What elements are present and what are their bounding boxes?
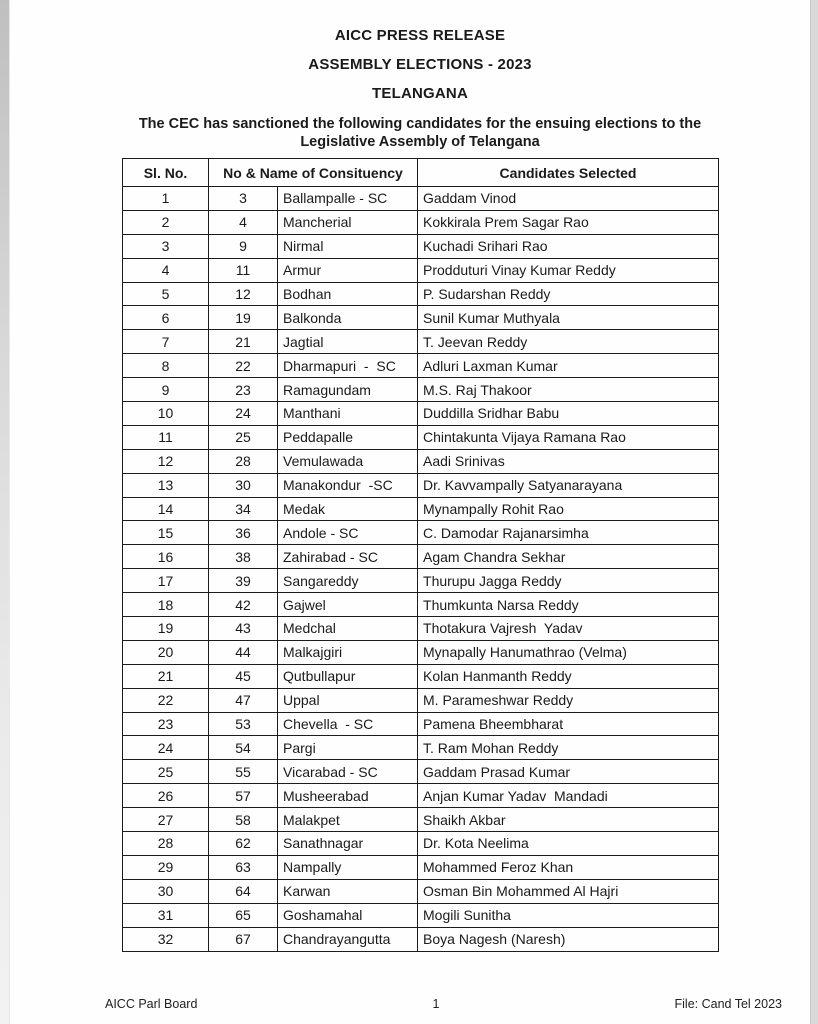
cell-sl-no: 32 (123, 927, 209, 951)
cell-const-no: 65 (209, 903, 278, 927)
cell-const-no: 25 (209, 425, 278, 449)
table-row (123, 640, 719, 664)
table-row (123, 808, 719, 832)
document-header (122, 0, 718, 151)
cell-const-name: Goshamahal (278, 903, 418, 927)
cell-const-name: Armur (278, 258, 418, 282)
cell-const-name: Zahirabad - SC (278, 545, 418, 569)
table-header-row (123, 159, 719, 187)
cell-const-name: Bodhan (278, 282, 418, 306)
cell-candidate: Dr. Kavvampally Satyanarayana (418, 473, 719, 497)
cell-const-name: Chevella - SC (278, 712, 418, 736)
table-row (123, 330, 719, 354)
cell-sl-no: 26 (123, 784, 209, 808)
table-row (123, 569, 719, 593)
cell-const-no: 28 (209, 449, 278, 473)
cell-candidate: Kokkirala Prem Sagar Rao (418, 210, 719, 234)
table-row (123, 879, 719, 903)
cell-candidate: Osman Bin Mohammed Al Hajri (418, 879, 719, 903)
cell-const-name: Qutbullapur (278, 664, 418, 688)
cell-const-no: 57 (209, 784, 278, 808)
cell-const-no: 34 (209, 497, 278, 521)
cell-const-name: Nirmal (278, 234, 418, 258)
cell-const-no: 54 (209, 736, 278, 760)
cell-sl-no: 19 (123, 617, 209, 641)
cell-const-no: 19 (209, 306, 278, 330)
table-row (123, 545, 719, 569)
cell-candidate: Kolan Hanmanth Reddy (418, 664, 719, 688)
cell-sl-no: 7 (123, 330, 209, 354)
cell-const-no: 36 (209, 521, 278, 545)
cell-const-no: 4 (209, 210, 278, 234)
cell-const-no: 53 (209, 712, 278, 736)
cell-candidate: Prodduturi Vinay Kumar Reddy (418, 258, 719, 282)
table-row (123, 760, 719, 784)
cell-sl-no: 21 (123, 664, 209, 688)
cell-candidate: Aadi Srinivas (418, 449, 719, 473)
cell-sl-no: 9 (123, 378, 209, 402)
table-row (123, 187, 719, 211)
table-row (123, 736, 719, 760)
cell-const-name: Balkonda (278, 306, 418, 330)
cell-const-name: Ballampalle - SC (278, 187, 418, 211)
cell-const-name: Sanathnagar (278, 832, 418, 856)
header-constituency: No & Name of Consituency (209, 159, 418, 187)
cell-const-no: 64 (209, 879, 278, 903)
table-row (123, 210, 719, 234)
cell-const-name: Sangareddy (278, 569, 418, 593)
cell-candidate: M.S. Raj Thakoor (418, 378, 719, 402)
table-row (123, 354, 719, 378)
cell-sl-no: 28 (123, 832, 209, 856)
table-row (123, 664, 719, 688)
cell-candidate: P. Sudarshan Reddy (418, 282, 719, 306)
footer-page-number: 1 (432, 997, 440, 1011)
cell-candidate: Thurupu Jagga Reddy (418, 569, 719, 593)
cell-const-name: Peddapalle (278, 425, 418, 449)
cell-candidate: Mohammed Feroz Khan (418, 855, 719, 879)
cell-const-no: 3 (209, 187, 278, 211)
cell-const-no: 55 (209, 760, 278, 784)
cell-const-name: Jagtial (278, 330, 418, 354)
cell-sl-no: 15 (123, 521, 209, 545)
cell-const-no: 63 (209, 855, 278, 879)
table-row (123, 593, 719, 617)
cell-candidate: Gaddam Prasad Kumar (418, 760, 719, 784)
cell-candidate: Boya Nagesh (Naresh) (418, 927, 719, 951)
cell-const-name: Pargi (278, 736, 418, 760)
document-footer (105, 997, 782, 1011)
cell-const-name: Mancherial (278, 210, 418, 234)
cell-const-name: Chandrayangutta (278, 927, 418, 951)
cell-const-name: Uppal (278, 688, 418, 712)
table-row (123, 378, 719, 402)
table-row (123, 712, 719, 736)
table-row (123, 425, 719, 449)
table-row (123, 402, 719, 426)
title-assembly-elections: ASSEMBLY ELECTIONS - 2023 (308, 56, 532, 73)
cell-candidate: M. Parameshwar Reddy (418, 688, 719, 712)
cell-const-no: 24 (209, 402, 278, 426)
cell-sl-no: 27 (123, 808, 209, 832)
cell-sl-no: 30 (123, 879, 209, 903)
intro-paragraph: The CEC has sanctioned the following candidates for the ensuing elections to the Legislative Assembly of Telangana (138, 116, 702, 150)
cell-const-no: 42 (209, 593, 278, 617)
header-sl-no: Sl. No. (123, 159, 209, 187)
cell-sl-no: 6 (123, 306, 209, 330)
cell-const-no: 22 (209, 354, 278, 378)
cell-sl-no: 24 (123, 736, 209, 760)
cell-candidate: Dr. Kota Neelima (418, 832, 719, 856)
scan-edge-right (810, 0, 818, 1024)
title-press-release: AICC PRESS RELEASE (334, 27, 506, 44)
cell-const-no: 12 (209, 282, 278, 306)
footer-right: File: Cand Tel 2023 (674, 997, 782, 1011)
cell-candidate: Shaikh Akbar (418, 808, 719, 832)
document-content (122, 0, 718, 952)
cell-candidate: Mogili Sunitha (418, 903, 719, 927)
cell-candidate: T. Ram Mohan Reddy (418, 736, 719, 760)
cell-candidate: Chintakunta Vijaya Ramana Rao (418, 425, 719, 449)
table-row (123, 617, 719, 641)
cell-candidate: T. Jeevan Reddy (418, 330, 719, 354)
header-candidates: Candidates Selected (418, 159, 719, 187)
cell-sl-no: 8 (123, 354, 209, 378)
cell-sl-no: 25 (123, 760, 209, 784)
cell-const-no: 44 (209, 640, 278, 664)
cell-sl-no: 17 (123, 569, 209, 593)
cell-const-no: 47 (209, 688, 278, 712)
cell-const-name: Ramagundam (278, 378, 418, 402)
cell-sl-no: 20 (123, 640, 209, 664)
cell-sl-no: 5 (123, 282, 209, 306)
cell-sl-no: 16 (123, 545, 209, 569)
table-row (123, 784, 719, 808)
cell-const-name: Vemulawada (278, 449, 418, 473)
cell-const-no: 23 (209, 378, 278, 402)
cell-const-name: Nampally (278, 855, 418, 879)
cell-candidate: Duddilla Sridhar Babu (418, 402, 719, 426)
cell-const-name: Malakpet (278, 808, 418, 832)
table-row (123, 832, 719, 856)
cell-const-no: 58 (209, 808, 278, 832)
cell-sl-no: 10 (123, 402, 209, 426)
cell-sl-no: 18 (123, 593, 209, 617)
table-row (123, 903, 719, 927)
cell-sl-no: 22 (123, 688, 209, 712)
cell-const-no: 45 (209, 664, 278, 688)
cell-sl-no: 31 (123, 903, 209, 927)
cell-const-no: 38 (209, 545, 278, 569)
table-row (123, 688, 719, 712)
cell-const-no: 11 (209, 258, 278, 282)
title-state: TELANGANA (372, 85, 468, 102)
table-body (123, 187, 719, 952)
table-row (123, 473, 719, 497)
cell-sl-no: 4 (123, 258, 209, 282)
cell-const-no: 67 (209, 927, 278, 951)
cell-sl-no: 23 (123, 712, 209, 736)
cell-const-name: Dharmapuri - SC (278, 354, 418, 378)
cell-const-name: Manthani (278, 402, 418, 426)
cell-const-no: 43 (209, 617, 278, 641)
cell-candidate: Sunil Kumar Muthyala (418, 306, 719, 330)
cell-const-no: 39 (209, 569, 278, 593)
cell-const-no: 30 (209, 473, 278, 497)
candidates-table (122, 158, 719, 952)
cell-candidate: Anjan Kumar Yadav Mandadi (418, 784, 719, 808)
cell-const-name: Gajwel (278, 593, 418, 617)
cell-candidate: Agam Chandra Sekhar (418, 545, 719, 569)
table-row (123, 258, 719, 282)
table-header (123, 159, 719, 187)
table-row (123, 927, 719, 951)
table-row (123, 497, 719, 521)
cell-sl-no: 12 (123, 449, 209, 473)
cell-const-no: 21 (209, 330, 278, 354)
table-row (123, 855, 719, 879)
cell-sl-no: 11 (123, 425, 209, 449)
cell-candidate: Adluri Laxman Kumar (418, 354, 719, 378)
footer-left: AICC Parl Board (105, 997, 198, 1011)
cell-const-name: Malkajgiri (278, 640, 418, 664)
cell-const-name: Medak (278, 497, 418, 521)
cell-candidate: Mynapally Hanumathrao (Velma) (418, 640, 719, 664)
cell-const-name: Medchal (278, 617, 418, 641)
cell-sl-no: 13 (123, 473, 209, 497)
cell-candidate: Kuchadi Srihari Rao (418, 234, 719, 258)
cell-const-name: Musheerabad (278, 784, 418, 808)
table-row (123, 234, 719, 258)
cell-const-no: 9 (209, 234, 278, 258)
cell-candidate: Pamena Bheembharat (418, 712, 719, 736)
cell-sl-no: 14 (123, 497, 209, 521)
cell-candidate: Gaddam Vinod (418, 187, 719, 211)
table-row (123, 306, 719, 330)
cell-const-name: Andole - SC (278, 521, 418, 545)
table-row (123, 282, 719, 306)
table-row (123, 449, 719, 473)
cell-const-no: 62 (209, 832, 278, 856)
cell-const-name: Karwan (278, 879, 418, 903)
cell-sl-no: 2 (123, 210, 209, 234)
table-row (123, 521, 719, 545)
cell-sl-no: 29 (123, 855, 209, 879)
cell-candidate: Thotakura Vajresh Yadav (418, 617, 719, 641)
cell-const-name: Manakondur -SC (278, 473, 418, 497)
cell-sl-no: 1 (123, 187, 209, 211)
cell-candidate: Thumkunta Narsa Reddy (418, 593, 719, 617)
cell-candidate: Mynampally Rohit Rao (418, 497, 719, 521)
cell-candidate: C. Damodar Rajanarsimha (418, 521, 719, 545)
scan-edge-left (0, 0, 10, 1024)
cell-const-name: Vicarabad - SC (278, 760, 418, 784)
cell-sl-no: 3 (123, 234, 209, 258)
